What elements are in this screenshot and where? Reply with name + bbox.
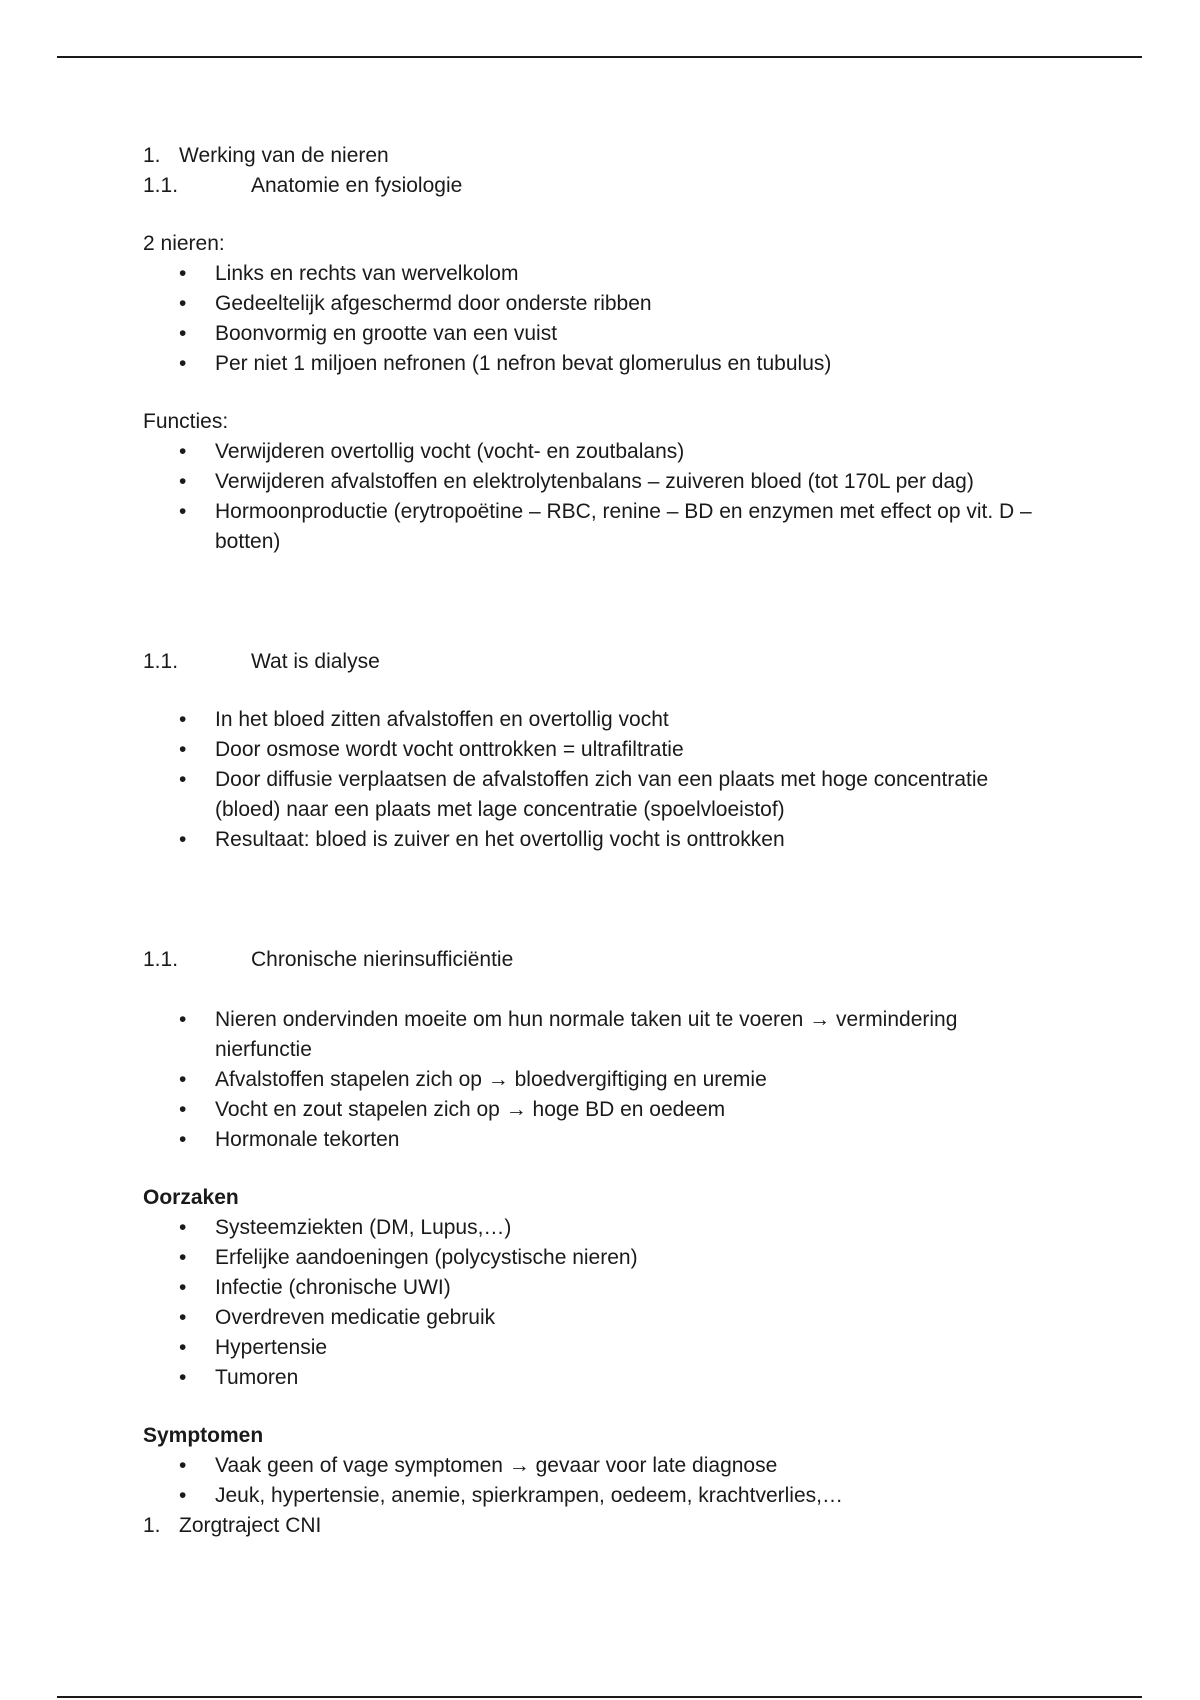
symptomen-list — [143, 1451, 1043, 1511]
list-item: • Door diffusie verplaatsen de afvalstoffen zich van een plaats met hoge concentratie (bloed) naar een plaats met lage concentratie (spoelvloeistof) — [143, 765, 1043, 825]
subheading-text: Wat is dialyse — [251, 650, 380, 673]
list-item: • Boonvormig en grootte van een vuist — [143, 319, 1043, 349]
subheading-dialyse — [143, 647, 1043, 677]
list-item: • Gedeeltelijk afgeschermd door onderste ribben — [143, 289, 1043, 319]
functies-label: Functies: — [143, 410, 229, 433]
functies-list — [143, 437, 1043, 557]
nieren-list — [143, 259, 1043, 379]
oorzaken-label: Oorzaken — [143, 1186, 239, 1209]
list-item: • In het bloed zitten afvalstoffen en overtollig vocht — [143, 705, 1043, 735]
list-item: • Jeuk, hypertensie, anemie, spierkrampen, oedeem, krachtverlies,… — [143, 1481, 1043, 1511]
subheading-text: Chronische nierinsufficiëntie — [251, 948, 514, 971]
list-item: • Door osmose wordt vocht onttrokken = ultrafiltratie — [143, 735, 1043, 765]
subheading-number: 1.1. — [143, 948, 179, 971]
heading-zorgtraject — [143, 1511, 1043, 1541]
heading-text: Werking van de nieren — [179, 144, 389, 167]
heading-werking — [143, 141, 1043, 171]
list-item: • Tumoren — [143, 1363, 1043, 1393]
subheading-text: Anatomie en fysiologie — [251, 174, 463, 197]
dialyse-list — [143, 705, 1043, 855]
oorzaken-list — [143, 1213, 1043, 1393]
subheading-number: 1.1. — [143, 650, 179, 673]
symptomen-label: Symptomen — [143, 1424, 264, 1447]
list-item: • Links en rechts van wervelkolom — [143, 259, 1043, 289]
nieren-label: 2 nieren: — [143, 232, 225, 255]
list-item: • Systeemziekten (DM, Lupus,…) — [143, 1213, 1043, 1243]
list-item: • Resultaat: bloed is zuiver en het overtollig vocht is onttrokken — [143, 825, 1043, 855]
list-item: • Hypertensie — [143, 1333, 1043, 1363]
list-item: • Erfelijke aandoeningen (polycystische nieren) — [143, 1243, 1043, 1273]
list-item: • Afvalstoffen stapelen zich op → bloedvergiftiging en uremie — [143, 1065, 1043, 1095]
document-body — [143, 141, 1043, 1541]
list-item: • Vaak geen of vage symptomen → gevaar voor late diagnose — [143, 1451, 1043, 1481]
heading-text: Zorgtraject CNI — [179, 1514, 322, 1537]
list-item: • Hormoonproductie (erytropoëtine – RBC, renine – BD en enzymen met effect op vit. D – botten) — [143, 497, 1043, 557]
heading-number: 1. — [143, 144, 161, 167]
list-item: • Infectie (chronische UWI) — [143, 1273, 1043, 1303]
subheading-anatomie — [143, 171, 1043, 201]
footer-rule — [57, 1696, 1142, 1698]
list-item: • Verwijderen overtollig vocht (vocht- en zoutbalans) — [143, 437, 1043, 467]
list-item: • Overdreven medicatie gebruik — [143, 1303, 1043, 1333]
subheading-cni — [143, 945, 1043, 975]
list-item: • Hormonale tekorten — [143, 1125, 1043, 1155]
list-item: • Per niet 1 miljoen nefronen (1 nefron bevat glomerulus en tubulus) — [143, 349, 1043, 379]
header-rule — [57, 56, 1142, 58]
list-item: • Vocht en zout stapelen zich op → hoge BD en oedeem — [143, 1095, 1043, 1125]
cni-list — [143, 1005, 1043, 1155]
list-item: • Nieren ondervinden moeite om hun normale taken uit te voeren → vermindering nierfunctie — [143, 1005, 1043, 1065]
subheading-number: 1.1. — [143, 174, 179, 197]
heading-number: 1. — [143, 1514, 161, 1537]
list-item: • Verwijderen afvalstoffen en elektrolytenbalans – zuiveren bloed (tot 170L per dag) — [143, 467, 1043, 497]
